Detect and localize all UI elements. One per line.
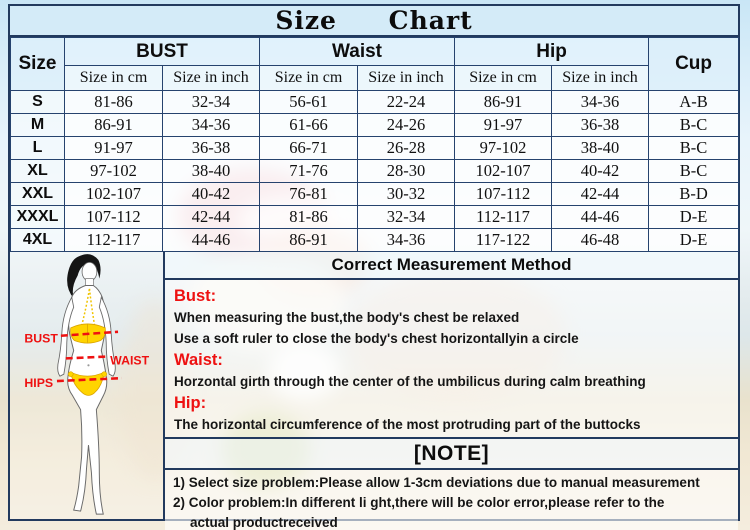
bust-cm-value: 112-117 [65, 229, 163, 252]
waist-instruction-line: Horzontal girth through the center of the umbilicus during calm breathing [174, 374, 646, 389]
size-label: XXL [11, 183, 65, 206]
cup-value: B-C [649, 160, 739, 183]
bust-inch-value: 42-44 [163, 206, 260, 229]
table-row [11, 160, 739, 183]
table-row [11, 229, 739, 252]
bust-inch-subheader: Size in inch [163, 66, 260, 91]
page-title: Size Chart [10, 6, 738, 37]
hip-inch-value: 36-38 [552, 114, 649, 137]
cup-value: B-D [649, 183, 739, 206]
hip-cm-value: 112-117 [455, 206, 552, 229]
cup-value: D-E [649, 229, 739, 252]
cup-value: B-C [649, 137, 739, 160]
waist-inch-value: 28-30 [358, 160, 455, 183]
hip-cm-value: 102-107 [455, 160, 552, 183]
hip-inch-value: 44-46 [552, 206, 649, 229]
measurement-figure-panel [10, 252, 165, 519]
waist-inch-subheader: Size in inch [358, 66, 455, 91]
table-row [11, 183, 739, 206]
waist-inch-value: 34-36 [358, 229, 455, 252]
bikini-side-tie-right [102, 372, 107, 377]
waist-inch-value: 24-26 [358, 114, 455, 137]
hip-inch-value: 46-48 [552, 229, 649, 252]
cup-value: D-E [649, 206, 739, 229]
bust-inch-value: 32-34 [163, 91, 260, 114]
waist-cm-value: 86-91 [260, 229, 358, 252]
bust-inch-value: 36-38 [163, 137, 260, 160]
size-label: 4XL [11, 229, 65, 252]
figure-bust-label: BUST [24, 331, 58, 346]
chart-frame [8, 4, 740, 530]
size-label: L [11, 137, 65, 160]
bust-instruction-line: When measuring the bust,the body's chest be relaxed [174, 310, 520, 325]
note-item-continuation: actual productreceived [190, 515, 338, 530]
table-row [11, 91, 739, 114]
hip-cm-value: 86-91 [455, 91, 552, 114]
waist-cm-value: 71-76 [260, 160, 358, 183]
woman-figure-illustration [10, 252, 163, 519]
hip-section-label: Hip: [174, 394, 207, 412]
size-column-header: Size [11, 38, 65, 91]
waist-cm-subheader: Size in cm [260, 66, 358, 91]
bust-inch-value: 38-40 [163, 160, 260, 183]
bust-cm-value: 107-112 [65, 206, 163, 229]
table-row [11, 114, 739, 137]
bust-cm-value: 81-86 [65, 91, 163, 114]
size-label: XXXL [11, 206, 65, 229]
cup-value: B-C [649, 114, 739, 137]
waist-inch-value: 22-24 [358, 91, 455, 114]
waist-cm-value: 81-86 [260, 206, 358, 229]
bust-cm-value: 102-107 [65, 183, 163, 206]
note-item: 2) Color problem:In different li ght,there will be color error,please refer to the [173, 495, 665, 510]
waist-group-header: Waist [260, 38, 455, 66]
figure-hips-label: HIPS [24, 375, 54, 390]
hip-instruction-line: The horizontal circumference of the most protruding part of the buttocks [174, 417, 641, 432]
measurement-method-panel [165, 252, 738, 530]
waist-cm-value: 56-61 [260, 91, 358, 114]
hip-cm-value: 97-102 [455, 137, 552, 160]
hip-cm-value: 117-122 [455, 229, 552, 252]
hip-inch-value: 40-42 [552, 160, 649, 183]
waist-section-label: Waist: [174, 351, 223, 369]
hip-cm-value: 91-97 [455, 114, 552, 137]
bust-inch-value: 34-36 [163, 114, 260, 137]
table-row [11, 206, 739, 229]
size-label: M [11, 114, 65, 137]
waist-inch-value: 30-32 [358, 183, 455, 206]
figure-body [68, 285, 107, 514]
note-title: [NOTE] [165, 437, 738, 470]
size-label: S [11, 91, 65, 114]
figure-navel [87, 364, 89, 366]
hip-inch-subheader: Size in inch [552, 66, 649, 91]
cup-column-header: Cup [649, 38, 739, 91]
hip-cm-subheader: Size in cm [455, 66, 552, 91]
bust-cm-value: 91-97 [65, 137, 163, 160]
method-body [165, 280, 738, 437]
bust-section-label: Bust: [174, 287, 217, 305]
waist-cm-value: 66-71 [260, 137, 358, 160]
method-title: Correct Measurement Method [165, 252, 738, 280]
size-table [10, 37, 739, 252]
hip-inch-value: 42-44 [552, 183, 649, 206]
waist-cm-value: 76-81 [260, 183, 358, 206]
hip-inch-value: 34-36 [552, 91, 649, 114]
figure-waist-label: WAIST [110, 353, 150, 368]
bust-inch-value: 40-42 [163, 183, 260, 206]
bust-cm-value: 86-91 [65, 114, 163, 137]
bust-inch-value: 44-46 [163, 229, 260, 252]
bottom-section [10, 252, 738, 530]
note-body [165, 470, 738, 530]
table-row [11, 137, 739, 160]
hip-group-header: Hip [455, 38, 649, 66]
hip-cm-value: 107-112 [455, 183, 552, 206]
hip-inch-value: 38-40 [552, 137, 649, 160]
bikini-side-tie-left [68, 372, 73, 377]
waist-inch-value: 26-28 [358, 137, 455, 160]
bust-cm-subheader: Size in cm [65, 66, 163, 91]
waist-inch-value: 32-34 [358, 206, 455, 229]
bust-group-header: BUST [65, 38, 260, 66]
cup-value: A-B [649, 91, 739, 114]
size-label: XL [11, 160, 65, 183]
waist-cm-value: 61-66 [260, 114, 358, 137]
bust-instruction-line: Use a soft ruler to close the body's chest horizontallyin a circle [174, 331, 579, 346]
bust-cm-value: 97-102 [65, 160, 163, 183]
note-item: 1) Select size problem:Please allow 1-3cm deviations due to manual measurement [173, 475, 700, 490]
